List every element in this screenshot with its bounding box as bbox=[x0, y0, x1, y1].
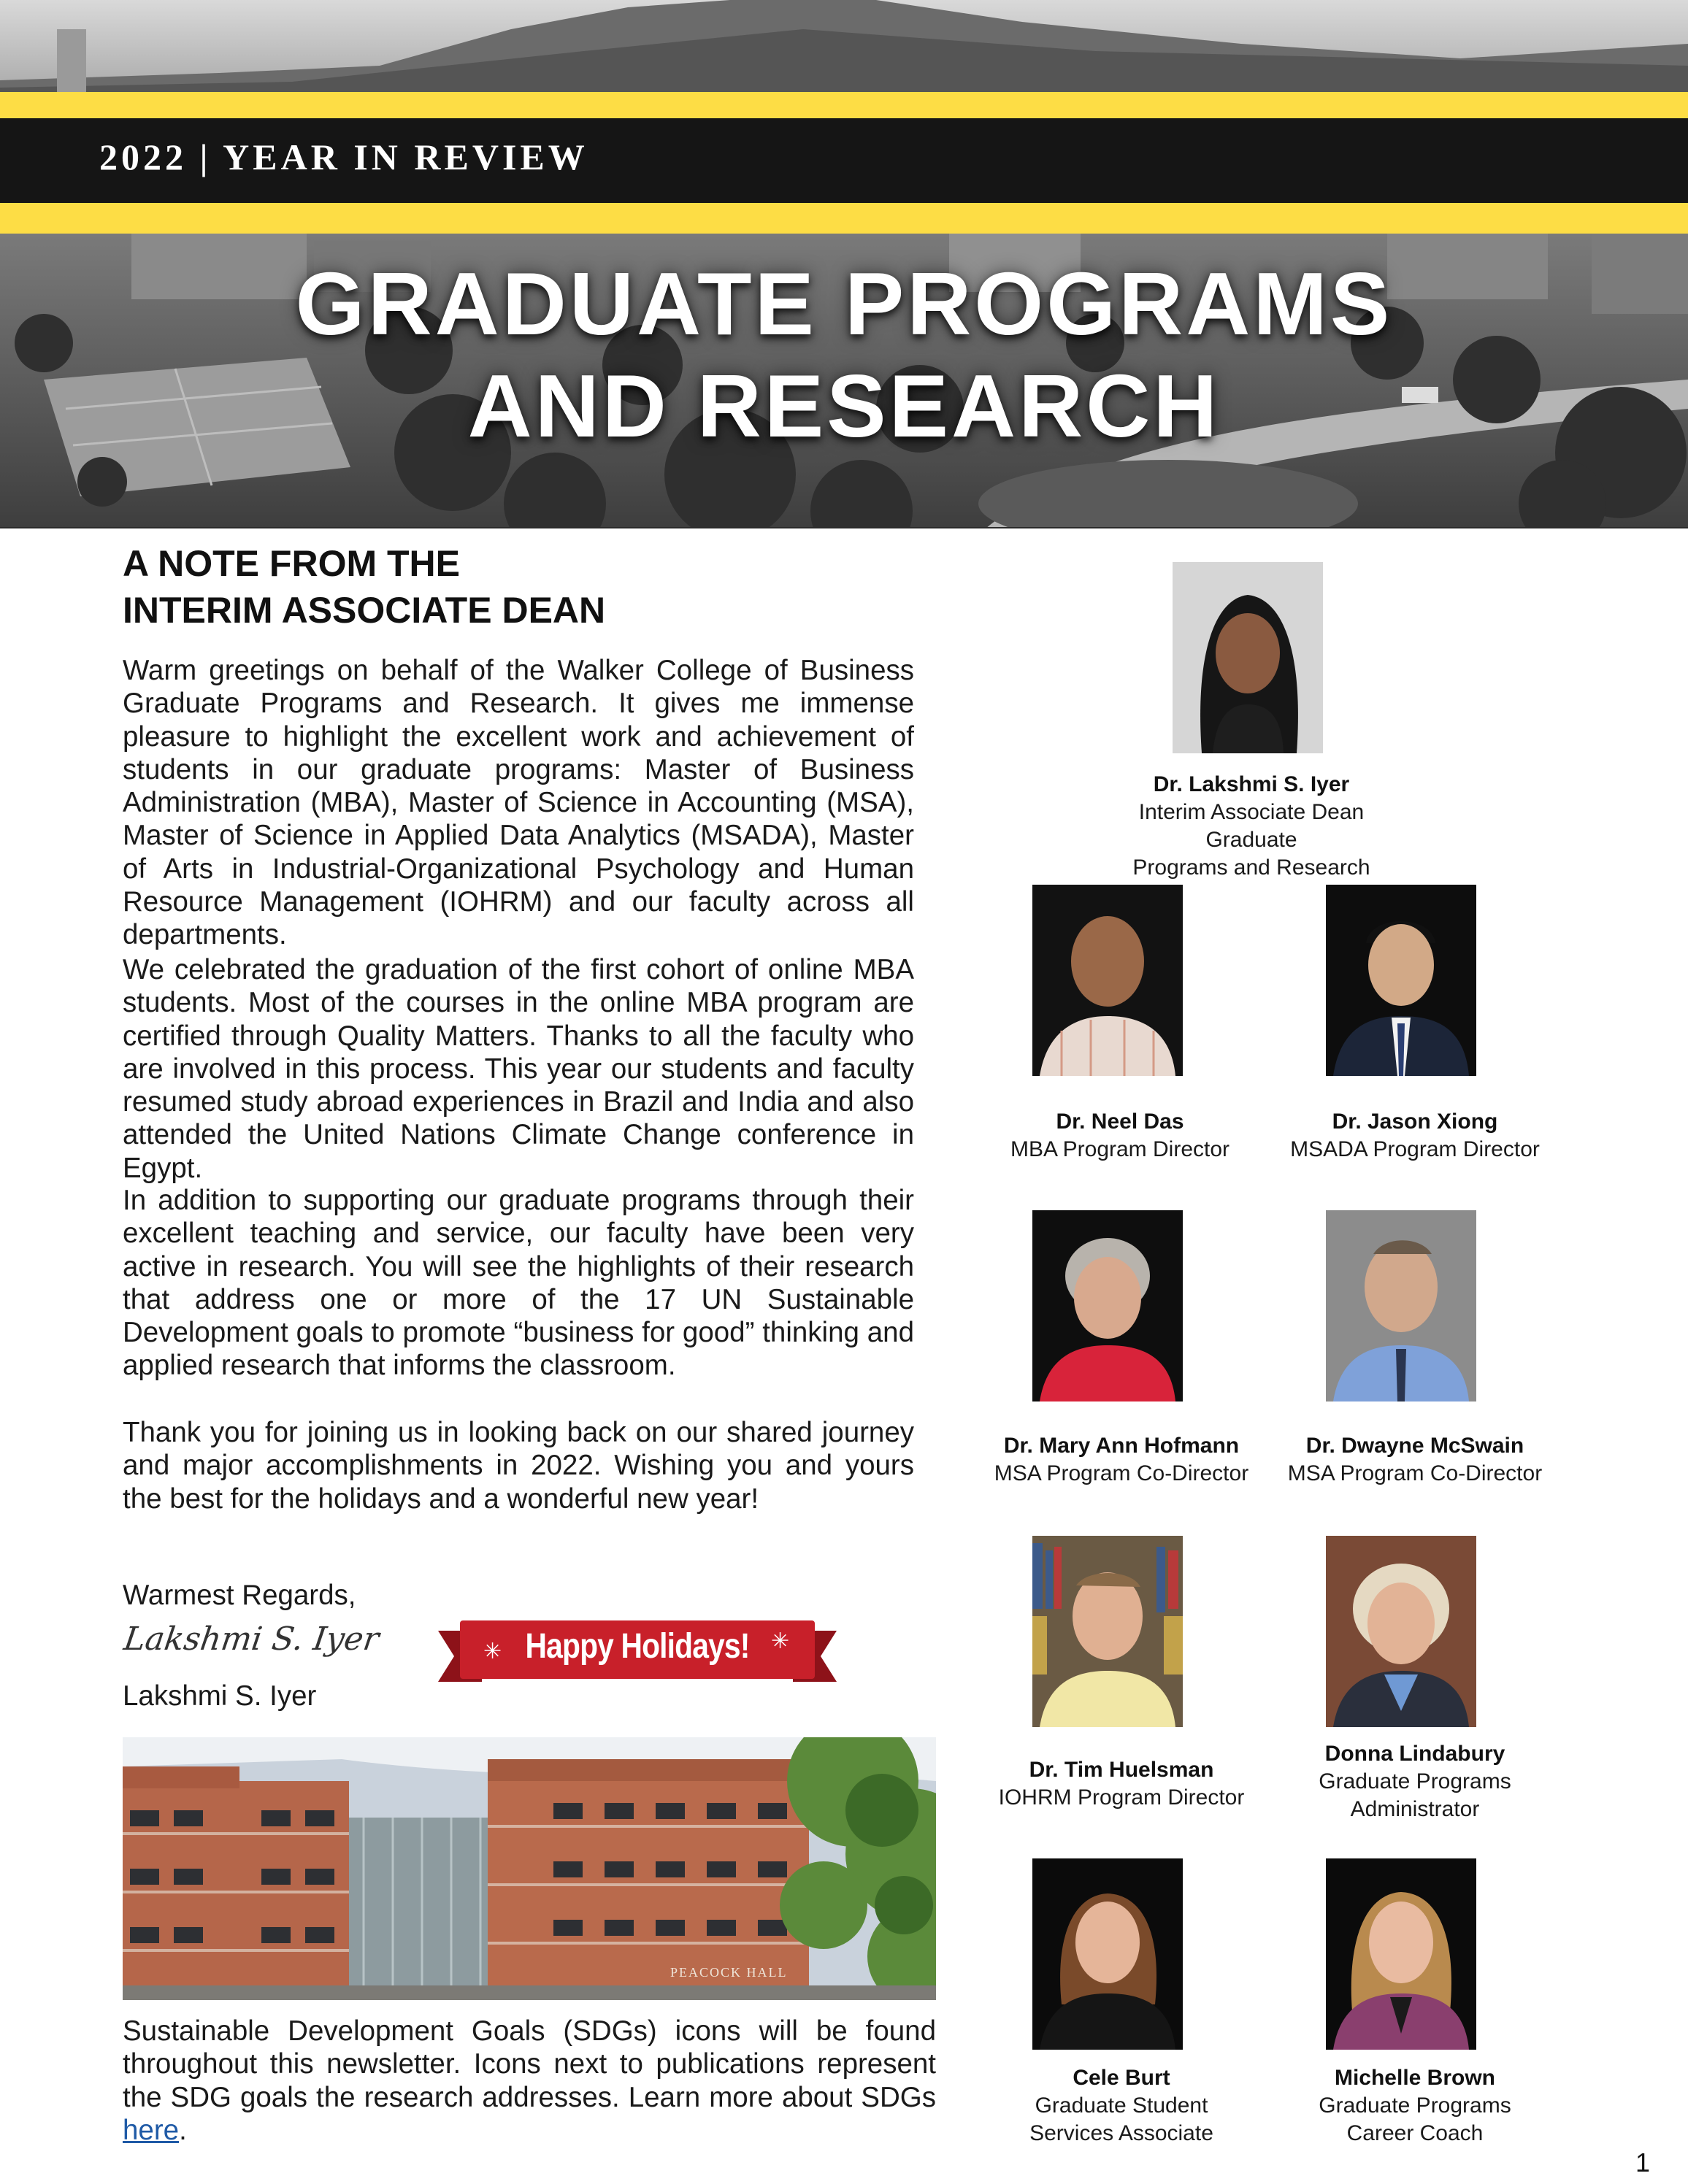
staff-role: Graduate Student bbox=[1035, 2093, 1208, 2118]
closing: Warmest Regards, bbox=[123, 1580, 356, 1611]
holiday-banner bbox=[438, 1615, 837, 1691]
svg-text:✳: ✳ bbox=[483, 1639, 502, 1664]
headshot-photo bbox=[1032, 885, 1183, 1076]
sdg-learn-more-link[interactable]: here bbox=[123, 2114, 180, 2146]
staff-card bbox=[1262, 1432, 1568, 1488]
accent-band-bottom bbox=[0, 203, 1688, 234]
holiday-banner-text: Happy Holidays! bbox=[525, 1627, 750, 1666]
staff-card bbox=[968, 1432, 1275, 1488]
staff-role: Services Associate bbox=[1029, 2121, 1213, 2145]
staff-role: IOHRM Program Director bbox=[998, 1785, 1245, 1810]
staff-role: MSA Program Co-Director bbox=[994, 1461, 1249, 1485]
staff-card bbox=[968, 2064, 1275, 2148]
header-divider bbox=[0, 527, 1688, 528]
staff-role: MBA Program Director bbox=[1010, 1137, 1230, 1161]
staff-name: Dr. Jason Xiong bbox=[1332, 1110, 1498, 1134]
staff-name: Dr. Tim Huelsman bbox=[1029, 1758, 1214, 1782]
year-in-review-label: 2022 | YEAR IN REVIEW bbox=[99, 136, 588, 177]
sdg-note-text: Sustainable Development Goals (SDGs) icons will be found throughout this newsletter. Icons next to publications represent the SDG goals the research addresses. Learn more about SDGs bbox=[123, 2015, 936, 2113]
staff-card bbox=[1262, 2064, 1568, 2148]
page-number: 1 bbox=[1635, 2148, 1651, 2177]
staff-card bbox=[1262, 1740, 1568, 1823]
building-illustration bbox=[123, 1737, 936, 2000]
staff-name: Dr. Mary Ann Hofmann bbox=[1003, 1434, 1240, 1458]
note-paragraph-1: Warm greetings on behalf of the Walker College of Business Graduate Programs and Research. It gives me immense pleasure to highlight the excellent work and achievement of students in our graduate programs: Master of Business Administration (MBA), Master of Science in Accounting (MSA), Master of Science in Applied Data Analytics (MSADA), Master of Arts in Industrial-Organizational Psychology and Human Resource Management (IOHRM) and our faculty across all departments. bbox=[123, 655, 914, 951]
sdg-note-end: . bbox=[179, 2114, 187, 2146]
headshot-photo bbox=[1326, 1536, 1476, 1727]
note-paragraph-4: Thank you for joining us in looking back on our shared journey and major accomplishments in 2022. Wishing you and yours the best for the holidays and a wonderful new year! bbox=[123, 1417, 914, 1515]
staff-role: Interim Associate Dean Graduate bbox=[1138, 800, 1365, 852]
building-sign: PEACOCK HALL bbox=[670, 1965, 788, 1980]
staff-name: Dr. Neel Das bbox=[1056, 1110, 1184, 1134]
signature: Lakshmi S. Iyer bbox=[121, 1620, 382, 1658]
note-heading-line-1: A NOTE FROM THE bbox=[123, 543, 461, 584]
staff-name: Donna Lindabury bbox=[1324, 1742, 1505, 1766]
page-title bbox=[0, 253, 1688, 457]
title-line-1: GRADUATE PROGRAMS bbox=[295, 254, 1393, 353]
staff-role: Career Coach bbox=[1346, 2121, 1484, 2145]
signer-name: Lakshmi S. Iyer bbox=[123, 1680, 317, 1712]
staff-card bbox=[968, 1756, 1275, 1812]
note-paragraph-3: In addition to supporting our graduate programs through their excellent teaching and service, our faculty have been very active in research. You will see the highlights of their research that address one or more of the 17 UN Sustainable Development goals to promote “business for good” thinking and applied research that informs the classroom. bbox=[123, 1185, 914, 1382]
staff-card bbox=[967, 1108, 1273, 1164]
accent-band-top bbox=[0, 92, 1688, 118]
staff-name: Cele Burt bbox=[1073, 2066, 1170, 2090]
staff-card bbox=[1098, 771, 1405, 882]
staff-role: MSADA Program Director bbox=[1290, 1137, 1540, 1161]
staff-name: Dr. Lakshmi S. Iyer bbox=[1153, 772, 1350, 796]
staff-role: Graduate Programs bbox=[1319, 2093, 1511, 2118]
sdg-note bbox=[123, 2015, 936, 2147]
note-paragraph-2: We celebrated the graduation of the first cohort of online MBA students. Most of the courses in the online MBA program are certified through Quality Matters. Thanks to all the faculty who are involved in this process. This year our students and faculty resumed study abroad experiences in Brazil and India and also attended the United Nations Climate Change conference in Egypt. bbox=[123, 954, 914, 1184]
headshot-photo bbox=[1032, 1536, 1183, 1727]
staff-name: Michelle Brown bbox=[1334, 2066, 1496, 2090]
peacock-hall-photo bbox=[123, 1737, 936, 2000]
headshot-photo bbox=[1032, 1858, 1183, 2050]
title-line-2: AND RESEARCH bbox=[467, 356, 1221, 455]
staff-card bbox=[1262, 1108, 1568, 1164]
staff-role: Administrator bbox=[1350, 1797, 1480, 1821]
headshot-photo bbox=[1326, 885, 1476, 1076]
staff-role: MSA Program Co-Director bbox=[1287, 1461, 1543, 1485]
staff-name: Dr. Dwayne McSwain bbox=[1305, 1434, 1524, 1458]
headshot-photo bbox=[1326, 1858, 1476, 2050]
staff-role: Programs and Research bbox=[1132, 855, 1370, 880]
note-heading-line-2: INTERIM ASSOCIATE DEAN bbox=[123, 590, 606, 631]
headshot-photo bbox=[1173, 562, 1323, 753]
svg-text:✳: ✳ bbox=[771, 1629, 790, 1654]
note-heading bbox=[123, 540, 605, 634]
headshot-photo bbox=[1032, 1210, 1183, 1401]
staff-role: Graduate Programs bbox=[1319, 1769, 1511, 1793]
header-hero bbox=[0, 0, 1688, 528]
headshot-photo bbox=[1326, 1210, 1476, 1401]
